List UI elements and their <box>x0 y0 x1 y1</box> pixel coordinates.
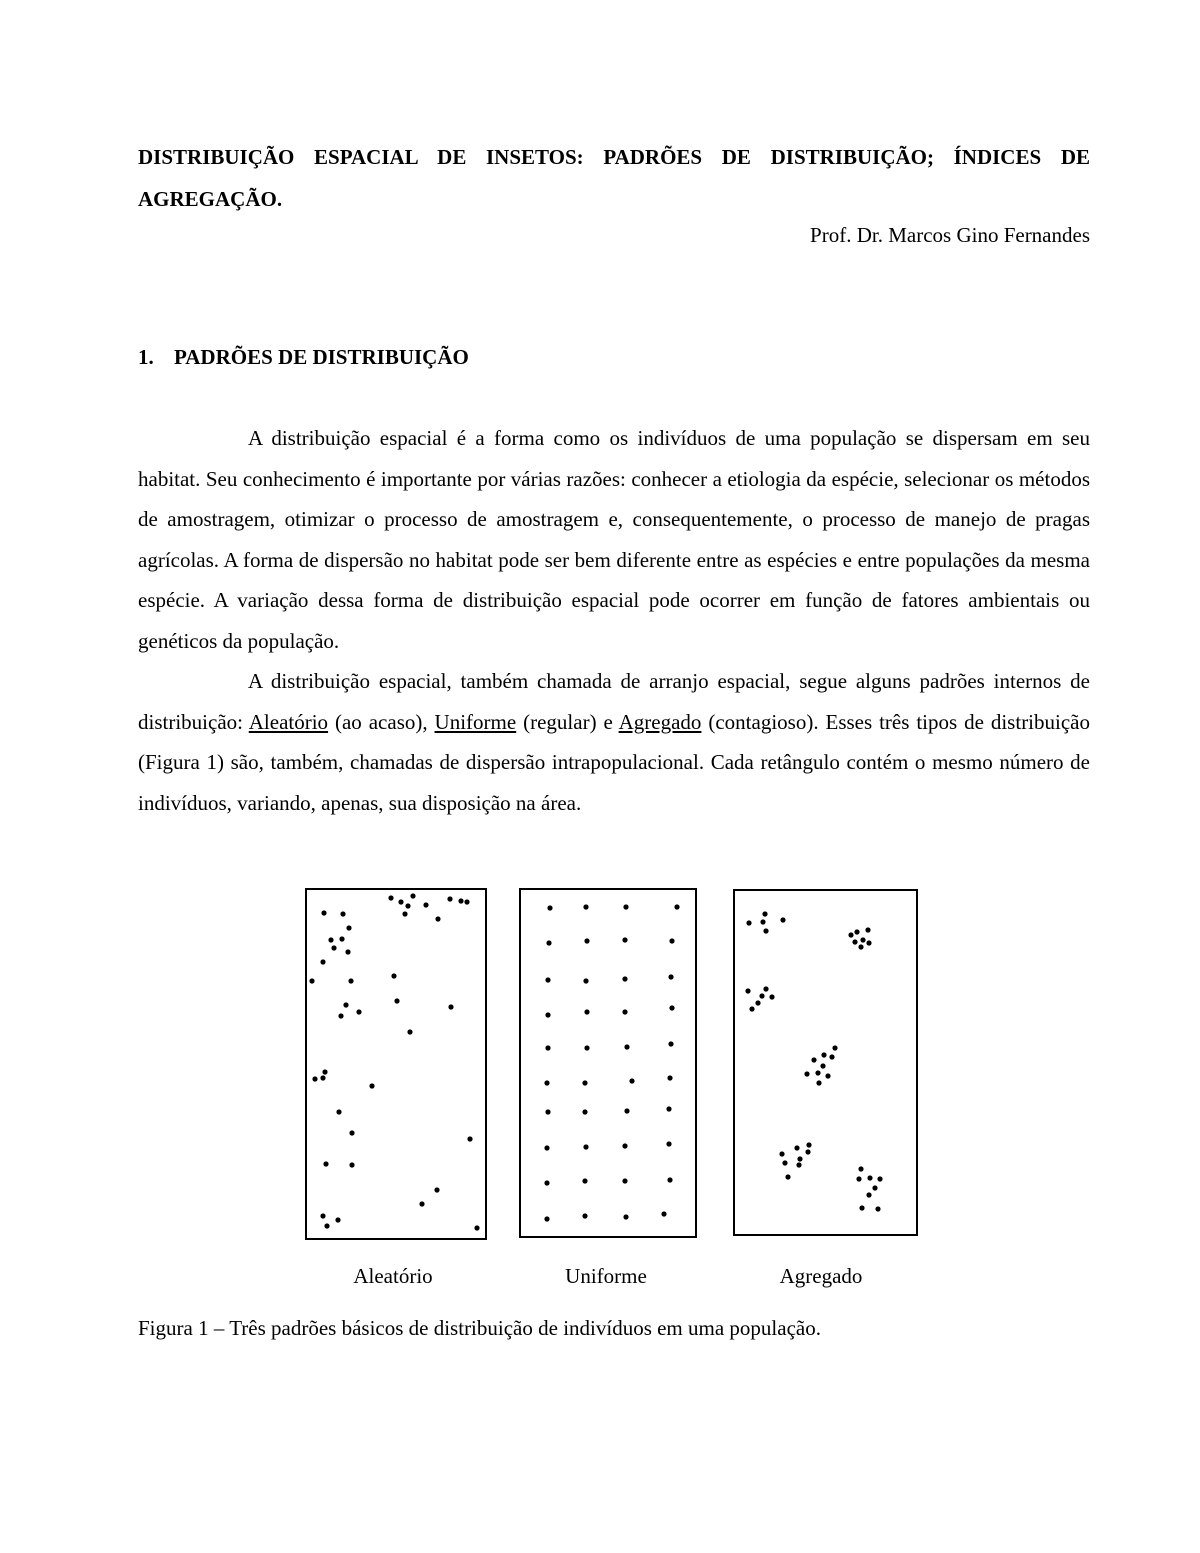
label-agregado: Agregado <box>779 1264 863 1288</box>
paragraph-2: A distribuição espacial, também chamada de arranjo espacial, segue alguns padrões internos de distribuição: Aleatório (ao acaso), Uniforme (regular) e Agregado (contagioso). Esses três tipos de distribuição (Figura 1) são, também, chamadas de dispersão intrapopulacional. Cada retângulo contém o mesmo número de indivíduos, variando, apenas, sua disposição na área. <box>138 669 1090 815</box>
aggregated-pattern-panel <box>734 890 917 1235</box>
term-agregado: Agregado <box>618 709 702 734</box>
term-uniforme: Uniforme <box>434 709 517 734</box>
section-title: PADRÕES DE DISTRIBUIÇÃO <box>174 345 469 369</box>
random-pattern-panel <box>306 889 486 1239</box>
paragraph-2-rest: (contagioso). Esses três tipos de distribuição (Figura 1) são, também, chamadas de dispersão intrapopulacional. Cada retângulo contém o mesmo número de indivíduos, variando, apenas, sua disposição na área. <box>138 709 1090 815</box>
term-aleatorio: Aleatório <box>248 709 329 734</box>
figure-caption: Figura 1 – Três padrões básicos de distribuição de indivíduos em uma população. <box>138 1316 821 1340</box>
document-title: DISTRIBUIÇÃO ESPACIAL DE INSETOS: PADRÕES DE DISTRIBUIÇÃO; ÍNDICES DE AGREGAÇÃO. <box>138 145 1090 211</box>
uniform-pattern-panel <box>520 889 696 1237</box>
label-uniforme: Uniforme <box>565 1264 647 1288</box>
label-aleatorio: Aleatório <box>353 1264 433 1288</box>
paragraph-1-text: A distribuição espacial é a forma como os indivíduos de uma população se dispersam em seu habitat. Seu conhecimento é importante por várias razões: conhecer a etiologia da espécie, selecionar os métodos de amostragem, otimizar o processo de amostragem e, consequentemente, o processo de manejo de pragas agrícolas. A forma de dispersão no habitat pode ser bem diferente entre as espécies e entre populações da mesma espécie. A variação dessa forma de distribuição espacial pode ocorrer em função de fatores ambientais ou genéticos da população. <box>138 426 1090 653</box>
author-line: Prof. Dr. Marcos Gino Fernandes <box>810 223 1090 247</box>
section-number: 1. <box>138 345 154 369</box>
paragraph-2-intro: A distribuição espacial, também chamada de arranjo espacial, segue alguns padrões internos de distribuição: <box>138 669 1090 734</box>
